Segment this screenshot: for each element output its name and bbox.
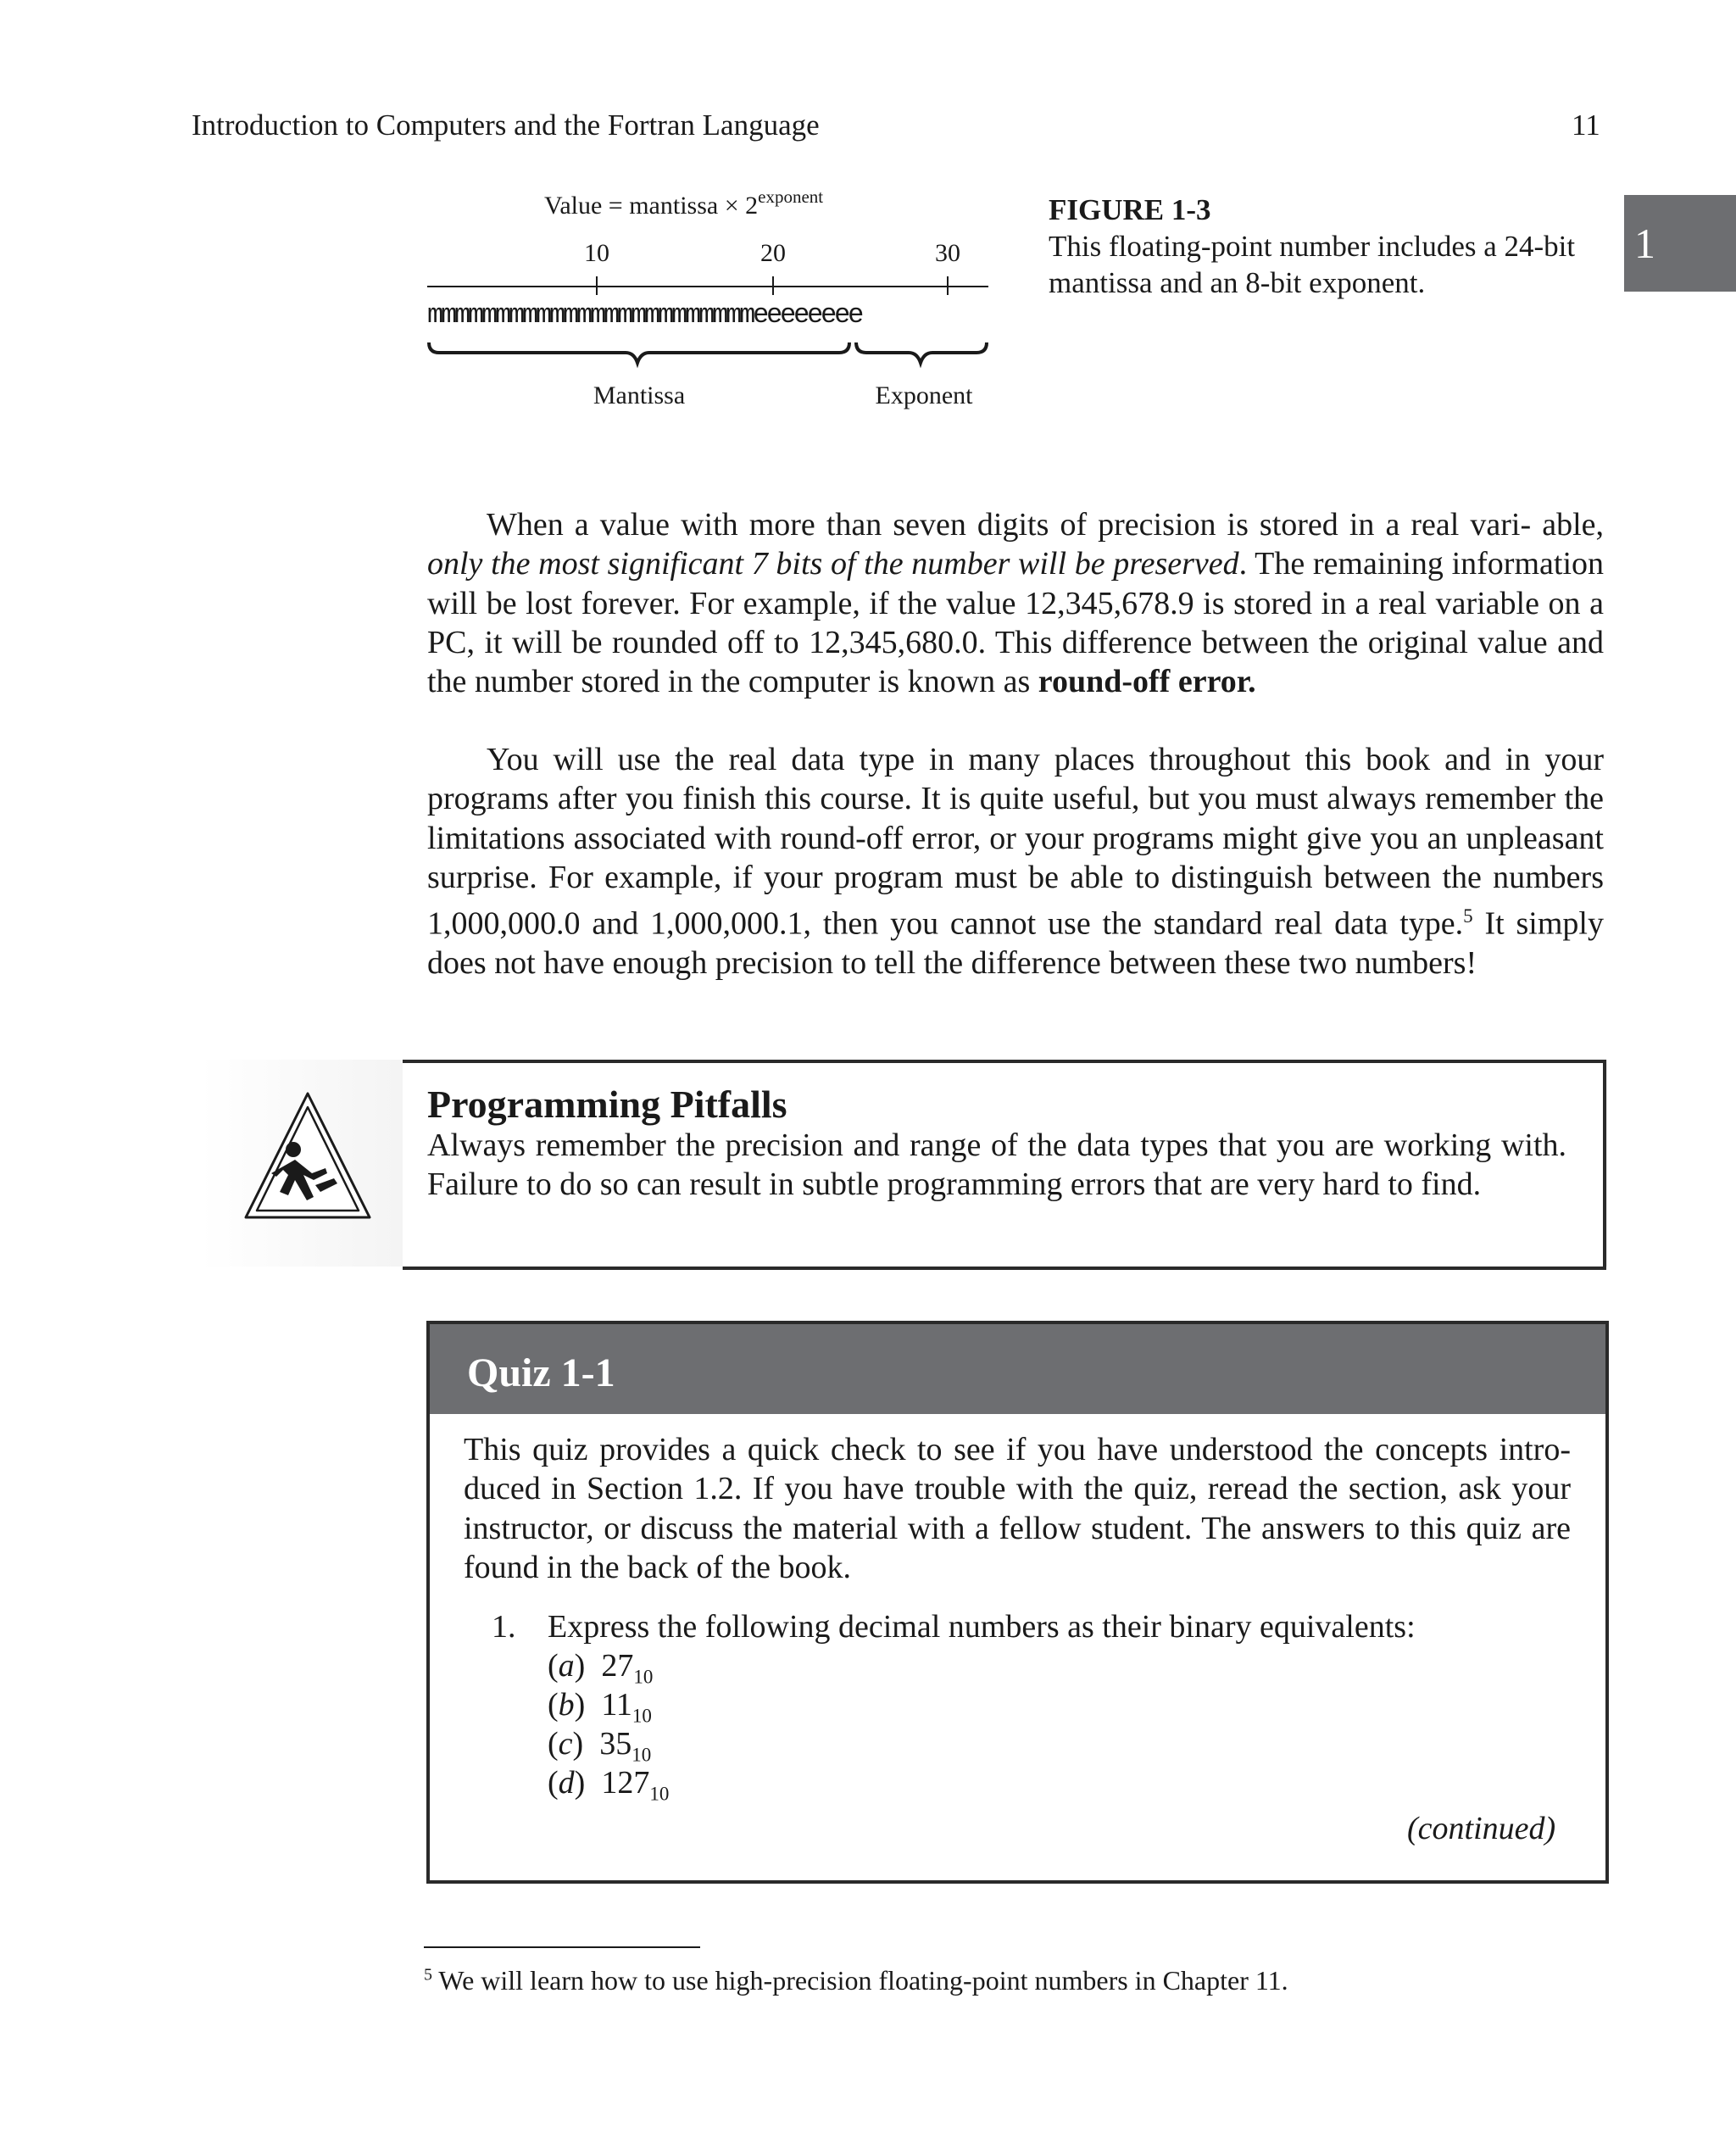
quiz-item-d: (d) $127_{10}$ bbox=[548, 1765, 670, 1805]
mantissa-bits: mmmmmmmmmmmmmmmmmmmmmmmm bbox=[427, 299, 754, 331]
tick-label: 20 bbox=[760, 239, 786, 267]
question-number: 1. bbox=[492, 1609, 516, 1645]
quiz-item-c: (c) $35_{10}$ bbox=[548, 1726, 652, 1766]
caution-icon bbox=[242, 1090, 373, 1222]
quiz-intro: This quiz provides a quick check to see if you have understood the concepts intro- duced in Section 1.2. If you have trouble with the quiz, reread the section, ask your instructor, or discuss the material with a fellow student. The answers to this quiz are found in the back of the book. bbox=[464, 1432, 1571, 1585]
formula-exponent: exponent bbox=[758, 187, 824, 207]
exponent-label: Exponent bbox=[875, 381, 973, 409]
chapter-tab bbox=[1624, 195, 1736, 292]
quiz-title: Quiz 1-1 bbox=[467, 1350, 615, 1395]
quiz-question-1 bbox=[492, 1608, 1416, 1645]
pitfall-text: Always remember the precision and range of the data types that you are working with. Failure to do so can result in subtle programming errors that are very hard to find. bbox=[427, 1127, 1566, 1203]
caption-text: This floating-point number includes a 24-bit mantissa and an 8-bit exponent. bbox=[1049, 230, 1576, 299]
chapter-tab-number: 1 bbox=[1634, 220, 1655, 267]
quiz-item-a: (a) $27_{10}$ bbox=[548, 1648, 654, 1688]
footnote-mark: 5 bbox=[424, 1965, 432, 1985]
footnote-rule bbox=[424, 1946, 700, 1948]
tick-label: 10 bbox=[584, 239, 609, 267]
footnote-text: We will learn how to use high-precision floating-point numbers in Chapter 11. bbox=[432, 1965, 1288, 1996]
continued-note: (continued) bbox=[1407, 1811, 1556, 1846]
tick-label: 30 bbox=[935, 239, 960, 267]
body-paragraph-2: You will use the real data type in many places throughout this book and in your programs after you finish this course. It is quite useful, but you must always remember the limitations associated with round-off error, or your programs might give you an unpleasant surprise. For example, if your program must be able to distinguish between the numbers 1,000,000.0 and 1,000,000.1, then you cannot use the standard real data type.$^5$ It simply does not have enough precision to tell the difference between these two numbers! bbox=[427, 742, 1604, 982]
footnote-ref: 5 bbox=[1463, 905, 1473, 927]
mantissa-brace bbox=[429, 342, 849, 363]
bit-string bbox=[427, 299, 861, 331]
exponent-brace bbox=[856, 342, 987, 363]
mantissa-label: Mantissa bbox=[593, 381, 686, 409]
formula: Value = mantissa × $2^{exponent}$ bbox=[544, 187, 824, 220]
key-term: round-off error. bbox=[1038, 664, 1256, 700]
quiz-item-b: (b) $11_{10}$ bbox=[548, 1687, 652, 1727]
quiz-header bbox=[430, 1324, 1605, 1414]
body-paragraph-1: When a value with more than seven digits of precision is stored in a real vari- able, only the most significant 7 bits of the number will be preserved. The remaining information will be lost forever. For example, if the value 12,345,678.9 is stored in a real variable on a PC, it will be rounded off to 12,345,680.0. This difference between the original value and the number stored in the computer is known as round-off error. bbox=[427, 507, 1604, 700]
figure-caption bbox=[1049, 192, 1608, 301]
figure-1-3 bbox=[424, 187, 1000, 424]
running-head: Introduction to Computers and the Fortran Language bbox=[192, 109, 820, 142]
caption-title: FIGURE 1-3 bbox=[1049, 193, 1211, 226]
page-number: 11 bbox=[1572, 109, 1600, 142]
footnote bbox=[424, 1965, 1288, 1996]
pitfall-title: Programming Pitfalls bbox=[427, 1083, 787, 1126]
emphasis: only the most significant 7 bits of the number will be preserved bbox=[427, 546, 1239, 582]
question-text: Express the following decimal numbers as their binary equivalents: bbox=[548, 1609, 1416, 1645]
exponent-bits: eeeeeeee bbox=[753, 299, 862, 331]
